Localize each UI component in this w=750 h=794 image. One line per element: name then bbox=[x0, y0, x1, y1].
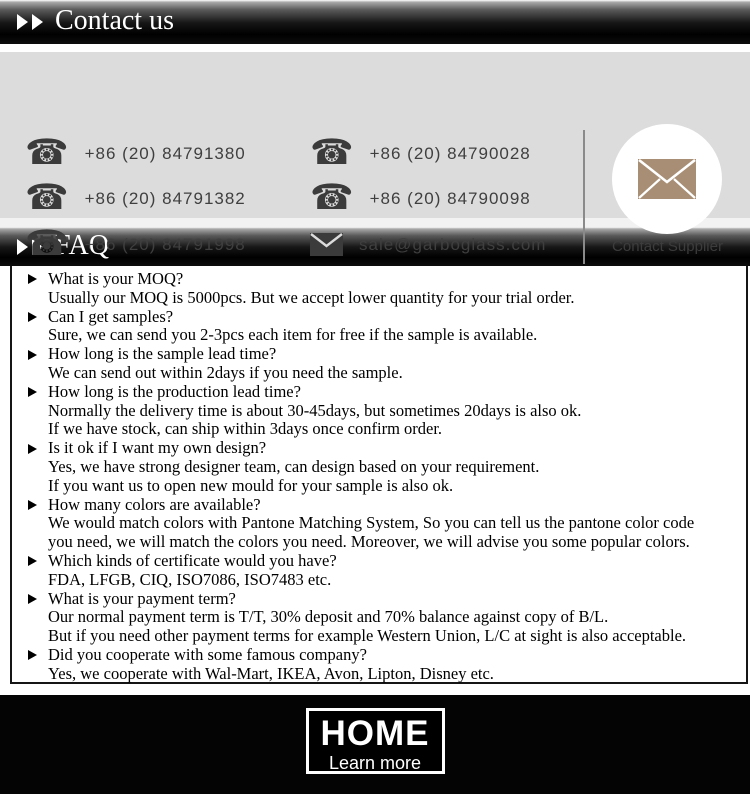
phone-row bbox=[25, 135, 246, 171]
faq-question-text: What is your payment term? bbox=[48, 588, 236, 608]
telephone-icon: ☎ bbox=[25, 178, 69, 218]
telephone-icon: ☎ bbox=[310, 133, 354, 173]
home-button[interactable] bbox=[306, 708, 445, 774]
spacer bbox=[0, 44, 750, 52]
phone-number: +86 (20) 84791998 bbox=[84, 235, 246, 254]
phone-number: +86 (20) 84791380 bbox=[84, 144, 246, 163]
faq-answer: Yes, we have strong designer team, can design based on your requirement. bbox=[48, 456, 540, 476]
telephone-icon: ☎ bbox=[25, 133, 69, 173]
faq-question-text: How long is the sample lead time? bbox=[48, 344, 277, 364]
faq-question-text: How long is the production lead time? bbox=[48, 381, 301, 401]
bullet-arrow-icon bbox=[28, 594, 37, 604]
faq-question bbox=[28, 345, 740, 364]
faq-answer: you need, we will match the colors you need. Moreover, we will advise you some popular colors. bbox=[48, 532, 690, 552]
faq-list bbox=[10, 266, 748, 684]
spacer bbox=[0, 684, 750, 695]
faq-answer: Our normal payment term is T/T, 30% deposit and 70% balance against copy of B/L. bbox=[48, 607, 609, 627]
bullet-arrow-icon bbox=[28, 312, 37, 322]
faq-question bbox=[28, 439, 740, 458]
phone-row bbox=[310, 135, 531, 171]
faq-question-text: Which kinds of certificate would you have? bbox=[48, 550, 337, 570]
bullet-arrow-icon bbox=[28, 556, 37, 566]
envelope-icon bbox=[638, 159, 696, 199]
phone-number: +86 (20) 84790098 bbox=[369, 189, 531, 208]
bullet-arrow-icon bbox=[28, 350, 37, 360]
phone-number: +86 (20) 84791382 bbox=[84, 189, 246, 208]
bullet-arrow-icon bbox=[28, 500, 37, 510]
faq-question bbox=[28, 383, 740, 402]
email-row bbox=[310, 226, 546, 262]
faq-answer: If you want us to open new mould for your sample is also ok. bbox=[48, 475, 454, 495]
envelope-icon bbox=[310, 233, 343, 256]
telephone-icon: ☎ bbox=[310, 178, 354, 218]
faq-answer: Normally the delivery time is about 30-45days, but sometimes 20days is also ok. bbox=[48, 400, 582, 420]
faq-question-text: Can I get samples? bbox=[48, 306, 174, 326]
phone-row bbox=[310, 180, 531, 216]
footer-bar bbox=[0, 695, 750, 794]
faq-question bbox=[28, 270, 740, 289]
bullet-arrow-icon bbox=[28, 274, 37, 284]
phone-row bbox=[25, 226, 246, 262]
faq-answer: We can send out within 2days if you need the sample. bbox=[48, 362, 403, 382]
chevron-right-icon bbox=[17, 14, 28, 30]
contact-supplier-label: Contact Supplier bbox=[612, 238, 723, 255]
bullet-arrow-icon bbox=[28, 387, 37, 397]
faq-question bbox=[28, 646, 740, 665]
email-address: sale@garboglass.com bbox=[359, 235, 547, 254]
contact-supplier-button[interactable] bbox=[612, 124, 722, 234]
faq-answer: Sure, we can send you 2-3pcs each item for free if the sample is available. bbox=[48, 325, 538, 345]
faq-question bbox=[28, 590, 740, 609]
contact-us-title: Contact us bbox=[55, 5, 174, 36]
bullet-arrow-icon bbox=[28, 650, 37, 660]
faq-question bbox=[28, 496, 740, 515]
faq-question bbox=[28, 308, 740, 327]
faq-question-text: What is your MOQ? bbox=[48, 269, 184, 288]
faq-question-text: How many colors are available? bbox=[48, 494, 261, 514]
faq-answer: Yes, we cooperate with Wal-Mart, IKEA, Avon, Lipton, Disney etc. bbox=[48, 663, 494, 683]
faq-answer: FDA, LFGB, CIQ, ISO7086, ISO7483 etc. bbox=[48, 569, 332, 589]
faq-answer: But if you need other payment terms for example Western Union, L/C at sight is also acceptable. bbox=[48, 626, 687, 646]
faq-question-text: Did you cooperate with some famous company? bbox=[48, 644, 367, 664]
phone-row bbox=[25, 180, 246, 216]
contact-us-header-bar bbox=[0, 0, 750, 44]
faq-question-text: Is it ok if I want my own design? bbox=[48, 438, 267, 458]
phone-number: +86 (20) 84790028 bbox=[369, 144, 531, 163]
learn-more-label: Learn more bbox=[328, 753, 422, 773]
faq-answer: Usually our MOQ is 5000pcs. But we accept lower quantity for your trial order. bbox=[48, 287, 575, 307]
chevron-right-icon bbox=[32, 14, 43, 30]
telephone-icon: ☎ bbox=[25, 224, 69, 264]
faq-question bbox=[28, 552, 740, 571]
faq-answer: If we have stock, can ship within 3days once confirm order. bbox=[48, 419, 443, 439]
faq-title: FAQ bbox=[55, 229, 109, 261]
faq-answer: We would match colors with Pantone Matching System, So you can tell us the pantone color code bbox=[48, 513, 695, 533]
bullet-arrow-icon bbox=[28, 444, 37, 454]
home-button-label: HOME bbox=[320, 714, 430, 753]
